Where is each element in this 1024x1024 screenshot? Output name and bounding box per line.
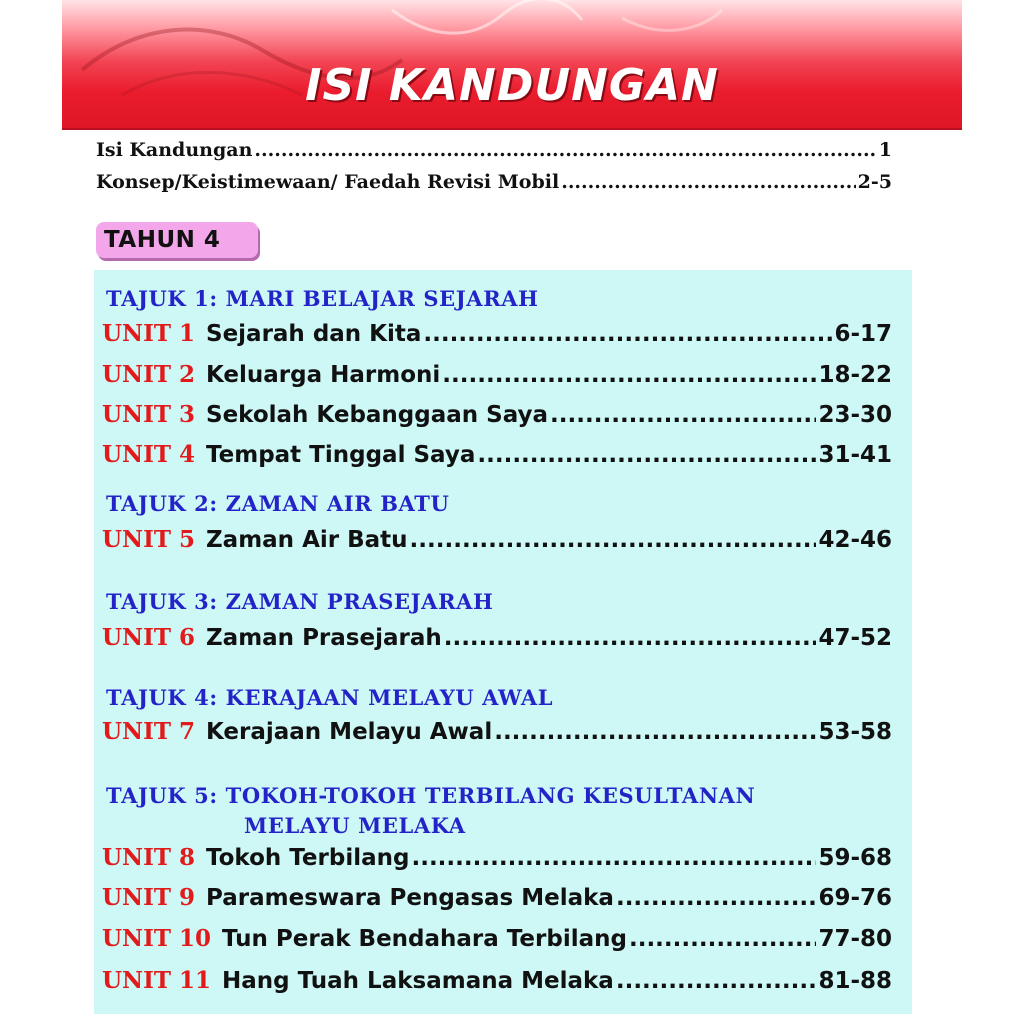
topic-heading-4: TAJUK 4: KERAJAAN MELAYU AWAL [106,685,554,710]
header-banner [62,0,962,130]
leader-dots [616,885,816,911]
unit-label: UNIT 8 [102,844,195,871]
unit-title: Tun Perak Bendahara Terbilang [222,926,627,952]
unit-label: UNIT 4 [102,441,195,468]
toc-row-front-2[interactable] [96,171,892,193]
unit-pages: 6-17 [834,321,892,347]
year-tab[interactable] [96,222,258,258]
leader-dots [423,321,832,347]
unit-title: Kerajaan Melayu Awal [206,719,493,745]
unit-row-1[interactable] [102,320,892,347]
unit-row-3[interactable] [102,401,892,428]
toc-row-front-1[interactable] [96,139,892,161]
unit-label: UNIT 6 [102,624,195,651]
unit-title: Hang Tuah Laksamana Melaka [222,968,614,994]
unit-pages: 59-68 [818,845,892,871]
leader-dots [616,968,817,994]
toc-pages: 2-5 [857,171,892,193]
unit-pages: 81-88 [818,968,892,994]
leader-dots [477,442,816,468]
leader-dots [410,527,817,553]
page-title: ISI KANDUNGAN [305,60,719,111]
unit-title: Sejarah dan Kita [206,321,422,347]
unit-row-8[interactable] [102,844,892,871]
unit-title: Sekolah Kebanggaan Saya [206,402,549,428]
topic-heading-2: TAJUK 2: ZAMAN AIR BATU [106,491,450,516]
leader-dots [629,926,816,952]
leader-dots [254,139,876,161]
unit-label: UNIT 2 [102,361,195,388]
unit-row-6[interactable] [102,624,892,651]
unit-label: UNIT 7 [102,718,195,745]
unit-title: Zaman Air Batu [206,527,408,553]
unit-pages: 77-80 [818,926,892,952]
unit-row-4[interactable] [102,441,892,468]
unit-pages: 31-41 [818,442,892,468]
unit-row-5[interactable] [102,526,892,553]
leader-dots [561,171,855,193]
unit-pages: 47-52 [818,625,892,651]
unit-title: Tokoh Terbilang [206,845,410,871]
topic-heading-5-continued: MELAYU MELAKA [244,813,466,838]
unit-pages: 53-58 [818,719,892,745]
unit-row-10[interactable] [102,925,892,952]
unit-row-9[interactable] [102,884,892,911]
unit-pages: 69-76 [818,885,892,911]
unit-label: UNIT 3 [102,401,195,428]
leader-dots [444,625,817,651]
topic-heading-1: TAJUK 1: MARI BELAJAR SEJARAH [106,286,539,311]
leader-dots [411,845,816,871]
unit-row-11[interactable] [102,967,892,994]
toc-title: Isi Kandungan [96,139,253,161]
leader-dots [494,719,816,745]
unit-label: UNIT 9 [102,884,195,911]
unit-title: Parameswara Pengasas Melaka [206,885,614,911]
unit-row-2[interactable] [102,361,892,388]
unit-row-7[interactable] [102,718,892,745]
unit-pages: 23-30 [818,402,892,428]
toc-pages: 1 [878,139,892,161]
unit-title: Keluarga Harmoni [206,362,441,388]
topic-heading-3: TAJUK 3: ZAMAN PRASEJARAH [106,589,494,614]
unit-label: UNIT 5 [102,526,195,553]
unit-title: Zaman Prasejarah [206,625,442,651]
year-label: TAHUN 4 [104,227,221,253]
unit-label: UNIT 1 [102,320,195,347]
leader-dots [442,362,816,388]
leader-dots [550,402,816,428]
unit-label: UNIT 11 [102,967,211,994]
unit-title: Tempat Tinggal Saya [206,442,476,468]
unit-pages: 18-22 [818,362,892,388]
topic-heading-5: TAJUK 5: TOKOH-TOKOH TERBILANG KESULTANAN [106,783,756,808]
toc-title: Konsep/Keistimewaan/ Faedah Revisi Mobil [96,171,560,193]
unit-pages: 42-46 [818,527,892,553]
unit-label: UNIT 10 [102,925,211,952]
